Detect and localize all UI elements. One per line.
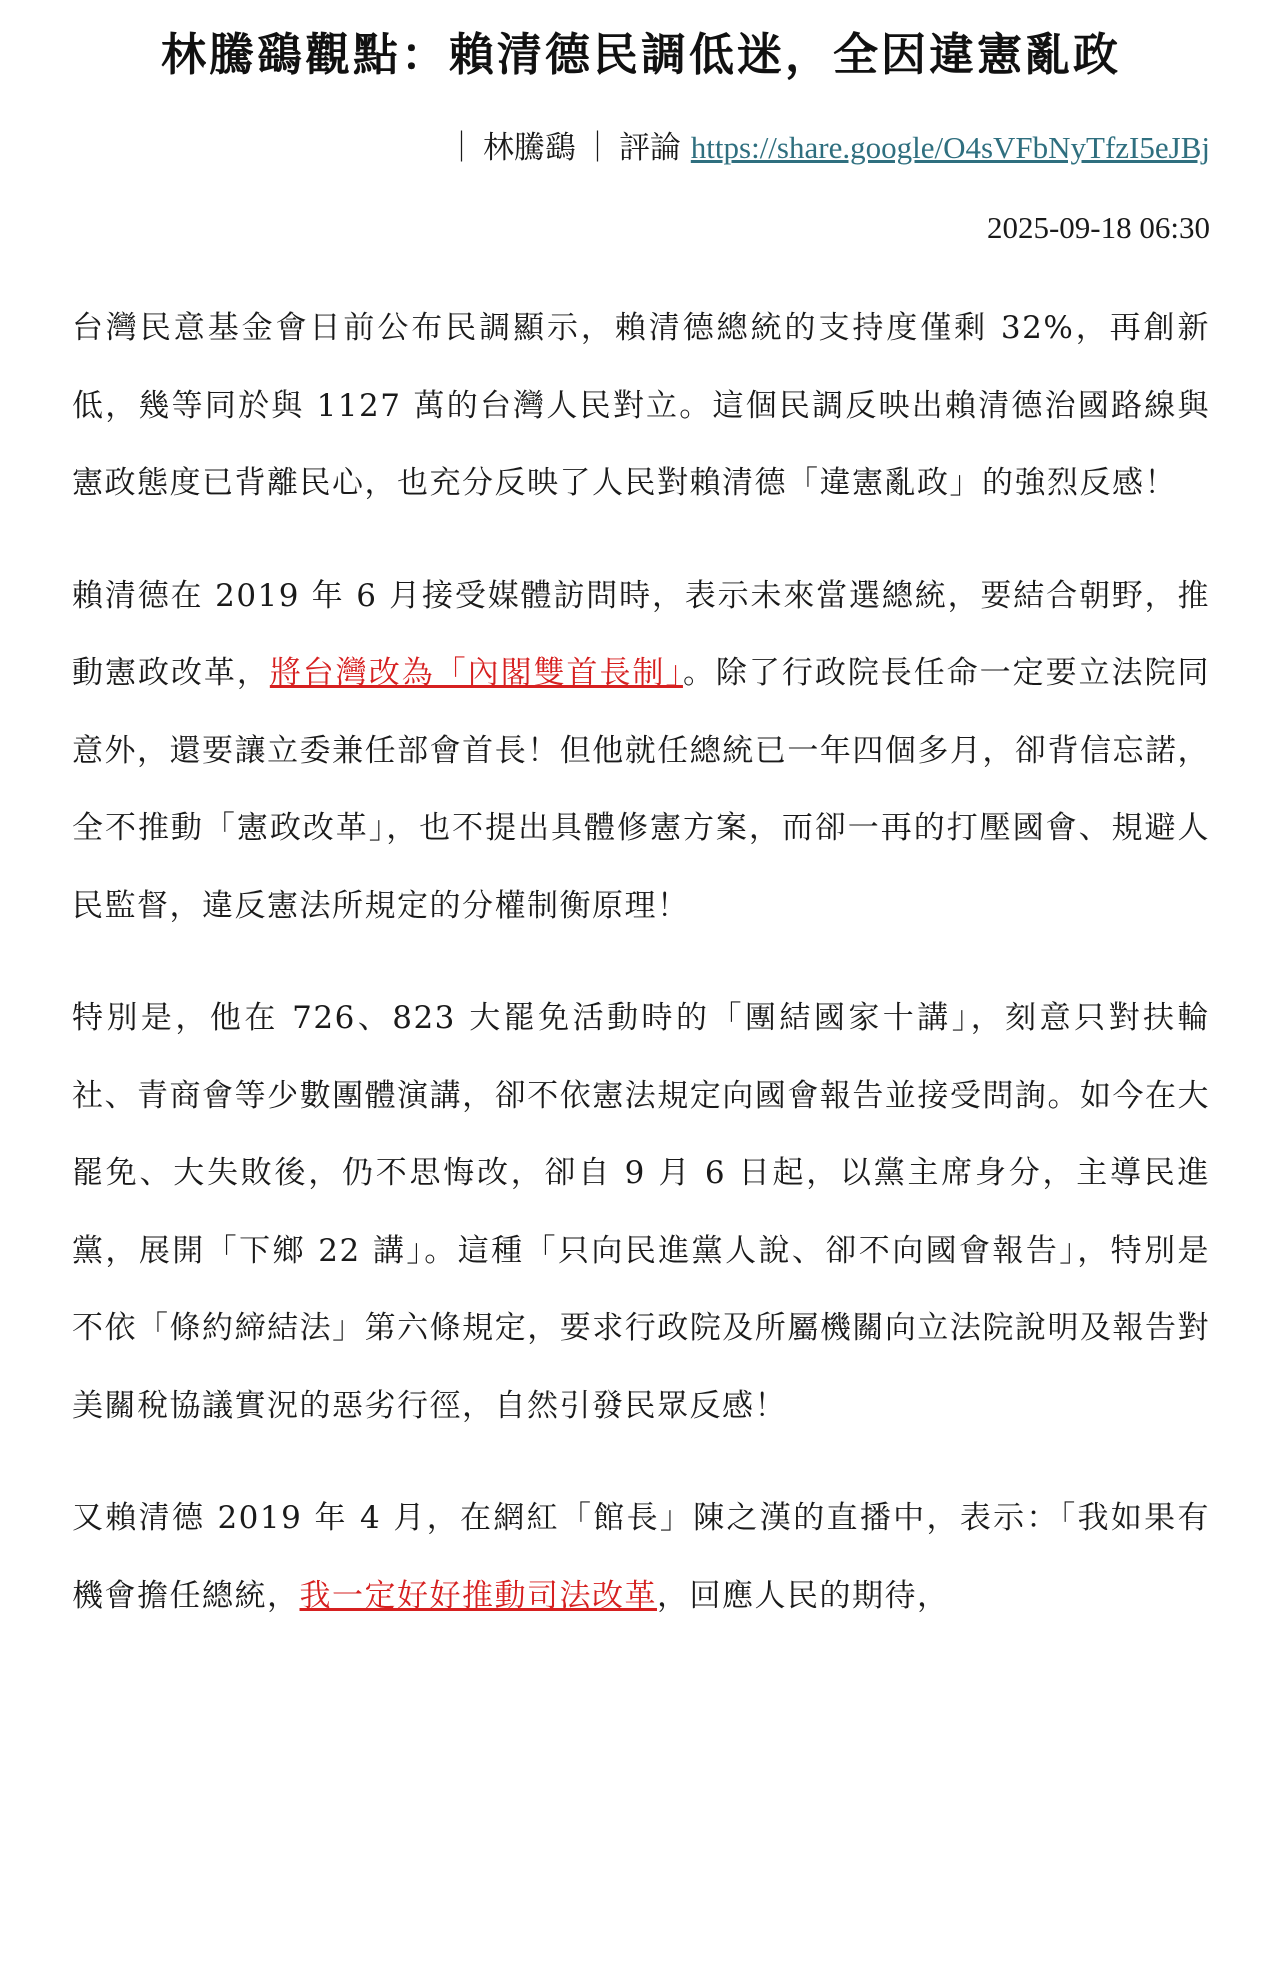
- paragraph-text: 又賴清德 2019 年 4 月，在網紅「館長」陳之漢的直播中，表示：「我如果有機會擔任總統，: [72, 1500, 1210, 1614]
- highlighted-link[interactable]: 我一定好好推動司法改革: [299, 1577, 657, 1614]
- paragraph-3: [72, 980, 1210, 1445]
- paragraph-text: 賴清德在 2019 年 6 月接受媒體訪問時，表示未來當選總統，要結合朝野，推動憲政改革，: [72, 577, 1210, 691]
- byline-category: 評論: [618, 130, 681, 166]
- article-title: 林騰鷂觀點：賴清德民調低迷，全因違憲亂政: [160, 28, 1121, 81]
- paragraph-text: 特別是，他在 726、823 大罷免活動時的「團結國家十講」，刻意只對扶輪社、青商會等少數團體演講，卻不依憲法規定向國會報告並接受問詢。如今在大罷免、大失敗後，仍不思悔改，卻自 9 月 6 日起，以黨主席身分，主導民進黨，展開「下鄉 22 講」。這種「只向民進黨人說、卻不向國會報告」，特別是不依「條約締結法」第六條規定，要求行政院及所屬機關向立法院說明及報告對美關稅協議實況的惡劣行徑，自然引發民眾反感！: [72, 1000, 1210, 1424]
- byline: [72, 128, 1210, 168]
- share-link[interactable]: https://share.google/O4sVFbNyTfzI5eJBj: [690, 130, 1210, 165]
- byline-author: 林騰鷂: [482, 130, 576, 166]
- paragraph-2: [72, 558, 1210, 946]
- paragraph-text: 台灣民意基金會日前公布民調顯示，賴清德總統的支持度僅剩 32%，再創新低，幾等同於與 1127 萬的台灣人民對立。這個民調反映出賴清德治國路線與憲政態度已背離民心，也充分反映了人民對賴清德「違憲亂政」的強烈反感！: [72, 310, 1210, 501]
- byline-separator: ｜: [581, 130, 613, 166]
- paragraph-1: [72, 290, 1210, 523]
- highlighted-link[interactable]: 將台灣改為「內閣雙首長制」: [269, 655, 683, 691]
- paragraph-4: [72, 1480, 1210, 1635]
- publish-date: 2025-09-18 06:30: [986, 210, 1210, 245]
- paragraph-text: 。除了行政院長任命一定要立法院同意外，還要讓立委兼任部會首長！但他就任總統已一年四個多月，卻背信忘諾，全不推動「憲政改革」，也不提出具體修憲方案，而卻一再的打壓國會、規避人民監督，違反憲法所規定的分權制衡原理！: [72, 655, 1211, 924]
- paragraph-text: ，回應人民的期待，: [657, 1577, 950, 1614]
- byline-separator: ｜: [445, 130, 477, 166]
